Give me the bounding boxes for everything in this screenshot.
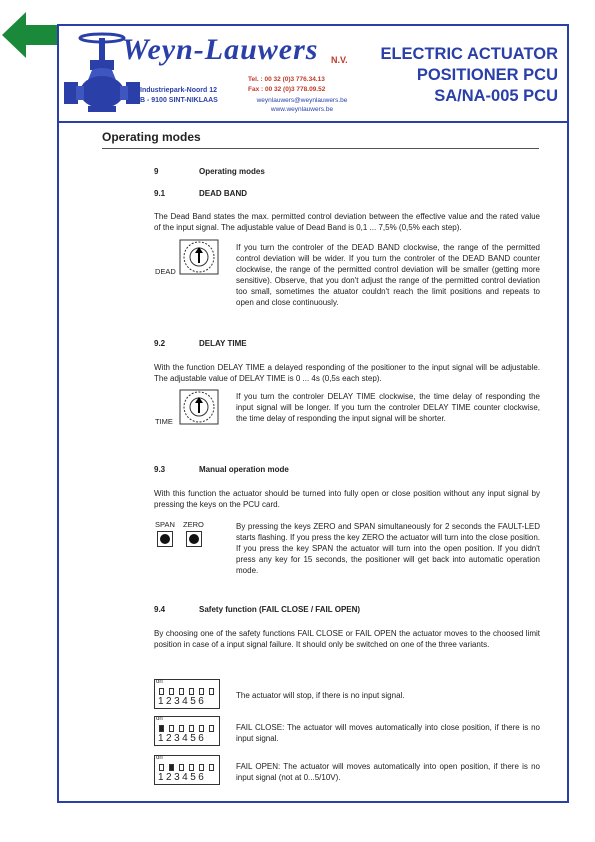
doc-title-line-1: ELECTRIC ACTUATOR: [380, 45, 558, 63]
dip-switch-toggle[interactable]: [209, 725, 214, 732]
heading-9-number: 9: [154, 167, 159, 176]
heading-91-number: 9.1: [154, 189, 166, 198]
email-link[interactable]: weynlauwers@weynlauwers.be: [256, 97, 348, 104]
phone-number: Tel. : 00 32 (0)3 776.34.13: [248, 76, 325, 83]
dip-switch-toggle[interactable]: [169, 725, 174, 732]
address-line-2: B - 9100 SINT-NIKLAAS: [140, 97, 218, 104]
doc-title-line-2: POSITIONER PCU: [416, 66, 558, 84]
zero-key-button[interactable]: [186, 531, 202, 547]
heading-91-title: DEAD BAND: [199, 189, 247, 198]
span-key-button[interactable]: [157, 531, 173, 547]
deadband-dial-icon: [179, 239, 219, 275]
dip-numbers: 123456: [158, 733, 207, 744]
heading-93-title: Manual operation mode: [199, 465, 289, 474]
manual-intro: With this function the actuator should be turned into fully open or close position without any input signal by pressing the keys on the PCU card.: [154, 489, 540, 509]
variant-2-description: FAIL CLOSE: The actuator will moves automatically into close position, if there is no input signal.: [236, 723, 540, 743]
website-link[interactable]: www.weynlauwers.be: [270, 106, 334, 113]
dip-switch-toggle[interactable]: [209, 688, 214, 695]
deadband-dial-label: DEAD: [155, 267, 176, 276]
safety-intro: By choosing one of the safety functions FAIL CLOSE or FAIL OPEN the actuator moves to the choosed limit position in case of a input signal failure. It should only be switched on one of the three variants.: [154, 629, 540, 649]
dip-on-label: on: [156, 755, 163, 761]
dip-switch-toggle[interactable]: [159, 725, 164, 732]
dip-switch-toggle[interactable]: [189, 725, 194, 732]
dip-switch-toggle[interactable]: [199, 688, 204, 695]
section-rule: [102, 148, 539, 149]
dip-switch-toggle[interactable]: [199, 725, 204, 732]
variant-3-description: FAIL OPEN: The actuator will moves automatically into open position, if there is no input signal (not at 0...5/10V).: [236, 762, 540, 782]
manual-description: By pressing the keys ZERO and SPAN simultaneously for 2 seconds the FAULT-LED starts flashing. If you press the key ZERO the actuator will turn into the close position. If you press the key SPAN the actuator will turn into the open position. If you didn't press any key for 15 seconds, the positioner will get back into automatic operation mode.: [236, 522, 540, 575]
dip-switch-toggle[interactable]: [159, 688, 164, 695]
fax-number: Fax : 00 32 (0)3 778.09.52: [248, 86, 326, 93]
heading-93-number: 9.3: [154, 465, 166, 474]
section-title: Operating modes: [102, 130, 201, 144]
heading-94-title: Safety function (FAIL CLOSE / FAIL OPEN): [199, 605, 361, 614]
heading-92-title: DELAY TIME: [199, 339, 247, 348]
deadband-intro: The Dead Band states the max. permitted control deviation between the effective value and the rated value of the input signal. The adjustable value of Dead Band is 0,1 ... 7,5% (0,5% each step).: [154, 212, 540, 232]
dip-switch-toggle[interactable]: [169, 688, 174, 695]
dip-switch-toggle[interactable]: [179, 688, 184, 695]
dip-switch-variant-1: [154, 679, 220, 709]
doc-title-line-3: SA/NA-005 PCU: [434, 87, 558, 105]
address-line-1: Industriepark-Noord 12: [140, 87, 218, 94]
dip-switch-toggle[interactable]: [179, 764, 184, 771]
delaytime-dial-icon: [179, 389, 219, 425]
dip-numbers: 123456: [158, 772, 207, 783]
delaytime-description: If you turn the controler DELAY TIME clockwise, the time delay of responding the input signal will be longer. If you turn the controler DELAY TIME counter clockwise, the time delay of responding the input signal will be shorter.: [236, 392, 540, 423]
span-key-label: SPAN: [155, 520, 175, 529]
delaytime-intro: With the function DELAY TIME a delayed responding of the positioner to the input signal will be adjustable. The adjustable value of DELAY TIME is 0 ... 4s (0,5s each step).: [154, 363, 540, 383]
dip-switch-toggle[interactable]: [179, 725, 184, 732]
dip-on-label: on: [156, 716, 163, 722]
deadband-description: If you turn the controler of the DEAD BAND clockwise, the range of the permitted control deviation will be wider. If you turn the controler of the DEAD BAND counter clockwise, the range of the permitted control deviation will be smaller (getting more sensitive). Observe, that you don't adjust the range of the permitted control deviation too small, sometimes the atuator couldn't reach the limit positions and repeats to open and close continuously.: [236, 243, 540, 307]
company-suffix: N.V.: [331, 55, 348, 65]
back-arrow-icon[interactable]: [2, 12, 58, 58]
dip-switch-toggle[interactable]: [199, 764, 204, 771]
heading-92-number: 9.2: [154, 339, 166, 348]
dip-switch-variant-2: [154, 716, 220, 746]
variant-1-description: The actuator will stop, if there is no input signal.: [236, 691, 405, 700]
heading-94-number: 9.4: [154, 605, 166, 614]
delaytime-dial-label: TIME: [155, 417, 173, 426]
company-name: Weyn-Lauwers: [122, 33, 319, 66]
header-divider: [57, 121, 569, 123]
dip-switch-toggle[interactable]: [159, 764, 164, 771]
zero-key-label: ZERO: [183, 520, 204, 529]
dip-on-label: on: [156, 679, 163, 685]
dip-switch-toggle[interactable]: [209, 764, 214, 771]
dip-switch-variant-3: [154, 755, 220, 785]
dip-switch-toggle[interactable]: [189, 688, 194, 695]
heading-9-title: Operating modes: [199, 167, 265, 176]
dip-switch-toggle[interactable]: [169, 764, 174, 771]
dip-switch-toggle[interactable]: [189, 764, 194, 771]
dip-numbers: 123456: [158, 696, 207, 707]
